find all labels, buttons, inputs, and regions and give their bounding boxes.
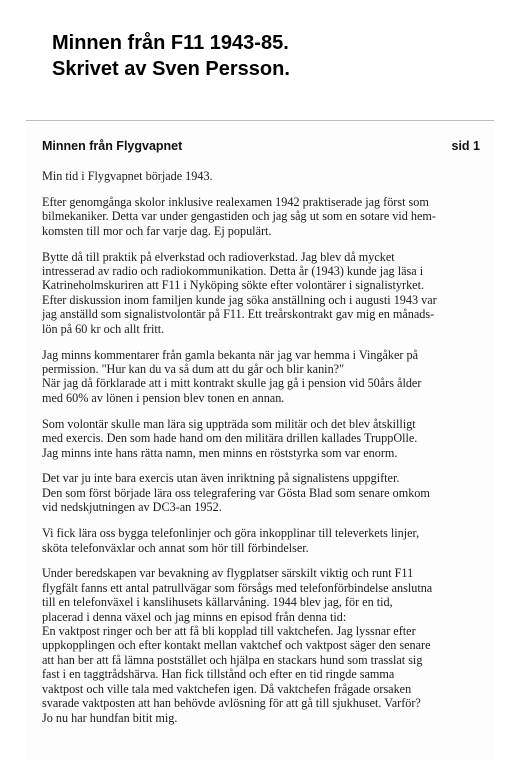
paragraph: Min tid i Flygvapnet började 1943. [42, 169, 213, 183]
page-body [42, 169, 482, 736]
document-banner [52, 30, 290, 82]
paragraph: Under beredskapen var bevakning av flygplatser särskilt viktig och runt F11 flygfält fanns ett antal patrullvägar som försågs med telefonförbindelse anslutna till en telefonväxel i kanslihusets källarvåning. 1944 blev jag, för en tid, placerad i denna växel och jag minns en episod från denna tid: En vaktpost ringer och ber att få bli kopplad till vaktchefen. Jag lyssnar efter uppkopplingen och efter kontakt mellan vaktchef och vaktpost säger den senare att han ber att få lämna poststället och hjälpa en stackars hund som trasslat sig fast i en taggtrådshärva. Han fick tillstånd och efter en tid ringde samma vaktpost och ville tala med vaktchefen igen. Då vaktchefen frågade orsaken svarade vaktposten att han behövde avlösning för att gå till sjukhuset. Varför? Jo nu har hundfan bitit mig. [42, 566, 433, 725]
paragraph: Som volontär skulle man lära sig uppträda som militär och det blev åtskilligt med exercis. Den som hade hand om den militära drillen kallades TruppOlle. Jag minns inte hans rätta namn, men minns en röststyrka som var enorm. [42, 416, 418, 460]
banner-title: Minnen från F11 1943-85. [52, 32, 289, 54]
paragraph: Efter genomgånga skolor inklusive realexamen 1942 praktiserade jag först som bilmekaniker. Detta var under gengastiden och jag såg ut som en sotare vid hem- komsten till mor och far varje dag. Ej populärt. [42, 194, 436, 238]
paragraph: Det var ju inte bara exercis utan även inriktning på signalistens uppgifter. Den som först började lära oss telegrafering var Gösta Blad som senare omkom vid nedskjutningen av DC3-an 1952. [42, 471, 430, 515]
scanned-page [26, 120, 494, 761]
page-number: sid 1 [451, 139, 480, 153]
page-header [42, 139, 480, 153]
paragraph: Jag minns kommentarer från gamla bekanta när jag var hemma i Vingåker på permission. "Hur kan du va så dum att du går och blir kanin?" När jag då förklarade att i mitt kontrakt skulle jag gå i pension vid 50års ålder med 60% av lönen i pension blev tonen en annan. [42, 347, 422, 405]
page-header-title: Minnen från Flygvapnet [42, 139, 183, 153]
banner-author: Skrivet av Sven Persson. [52, 58, 290, 80]
paragraph: Bytte då till praktik på elverkstad och radioverkstad. Jag blev då mycket intresserad av radio och radiokommunikation. Detta år (1943) kunde jag läsa i Katrineholmskuriren att F11 i Nyköping sökte efter volontärer i signalistyrket. Efter diskussion inom familjen kunde jag söka anställning och i augusti 1943 var jag anställd som signalistvolontär på F11. Ett treårskontrakt gav mig en månads- lön på 60 kr och allt fritt. [42, 249, 437, 336]
paragraph: Vi fick lära oss bygga telefonlinjer och göra inkopplinar till televerkets linjer, sköta telefonväxlar och annat som hör till förbindelser. [42, 526, 420, 555]
